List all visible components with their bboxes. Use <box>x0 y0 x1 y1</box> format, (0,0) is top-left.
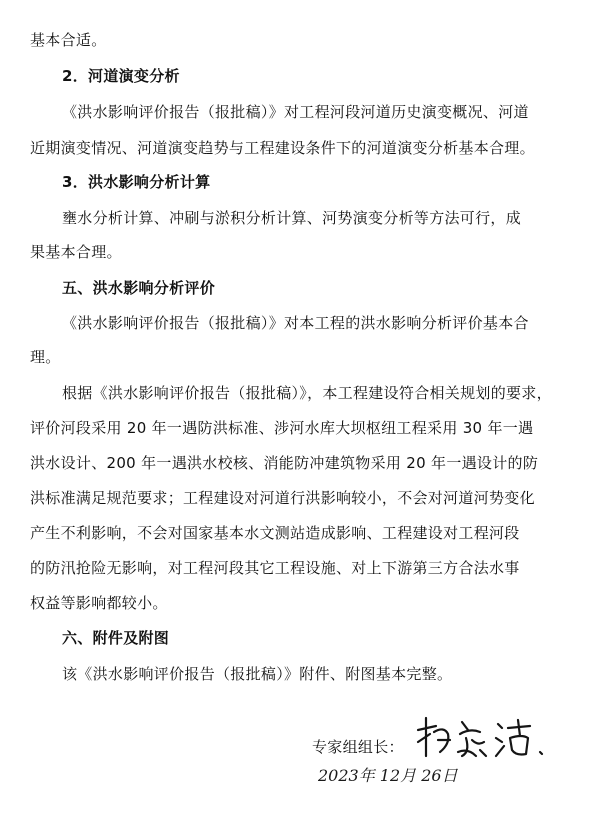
section-heading-flood-calc: 3．洪水影响分析计算 <box>62 173 211 191</box>
paragraph-line: 基本合适。 <box>30 31 107 49</box>
paragraph-line: 根据《洪水影响评价报告（报批稿）》，本工程建设符合相关规划的要求， <box>62 384 552 402</box>
paragraph-line: 产生不利影响，不会对国家基本水文测站造成影响、工程建设对工程河段 <box>30 524 520 542</box>
handwritten-date: 2023年 12月 26日 <box>318 766 458 785</box>
section-heading-five: 五、洪水影响分析评价 <box>62 279 216 297</box>
paragraph-line: 近期演变情况、河道演变趋势与工程建设条件下的河道演变分析基本合理。 <box>30 139 535 157</box>
paragraph-line: 的防汛抢险无影响，对工程河段其它工程设施、对上下游第三方合法水事 <box>30 559 520 577</box>
paragraph-line: 洪标准满足规范要求；工程建设对河道行洪影响较小，不会对河道河势变化 <box>30 489 535 507</box>
section-heading-six: 六、附件及附图 <box>62 629 170 647</box>
paragraph-line: 洪水设计、200 年一遇洪水校核、消能防冲建筑物采用 20 年一遇设计的防 <box>30 454 539 472</box>
paragraph-line: 该《洪水影响评价报告（报批稿）》附件、附图基本完整。 <box>62 665 453 683</box>
signature-label: 专家组组长： <box>312 738 404 756</box>
paragraph-line: 权益等影响都较小。 <box>30 594 168 612</box>
paragraph-line: 壅水分析计算、冲刷与淤积分析计算、河势演变分析等方法可行，成 <box>62 209 522 227</box>
paragraph-line: 评价河段采用 20 年一遇防洪标准、涉河水库大坝枢纽工程采用 30 年一遇 <box>30 419 534 437</box>
paragraph-line: 理。 <box>30 348 61 366</box>
paragraph-line: 《洪水影响评价报告（报批稿）》对本工程的洪水影响分析评价基本合 <box>62 314 529 332</box>
paragraph-line: 果基本合理。 <box>30 243 122 261</box>
section-heading-river-evolution: 2．河道演变分析 <box>62 67 180 85</box>
handwritten-signature <box>410 712 550 762</box>
paragraph-line: 《洪水影响评价报告（报批稿）》对工程河段河道历史演变概况、河道 <box>62 103 529 121</box>
